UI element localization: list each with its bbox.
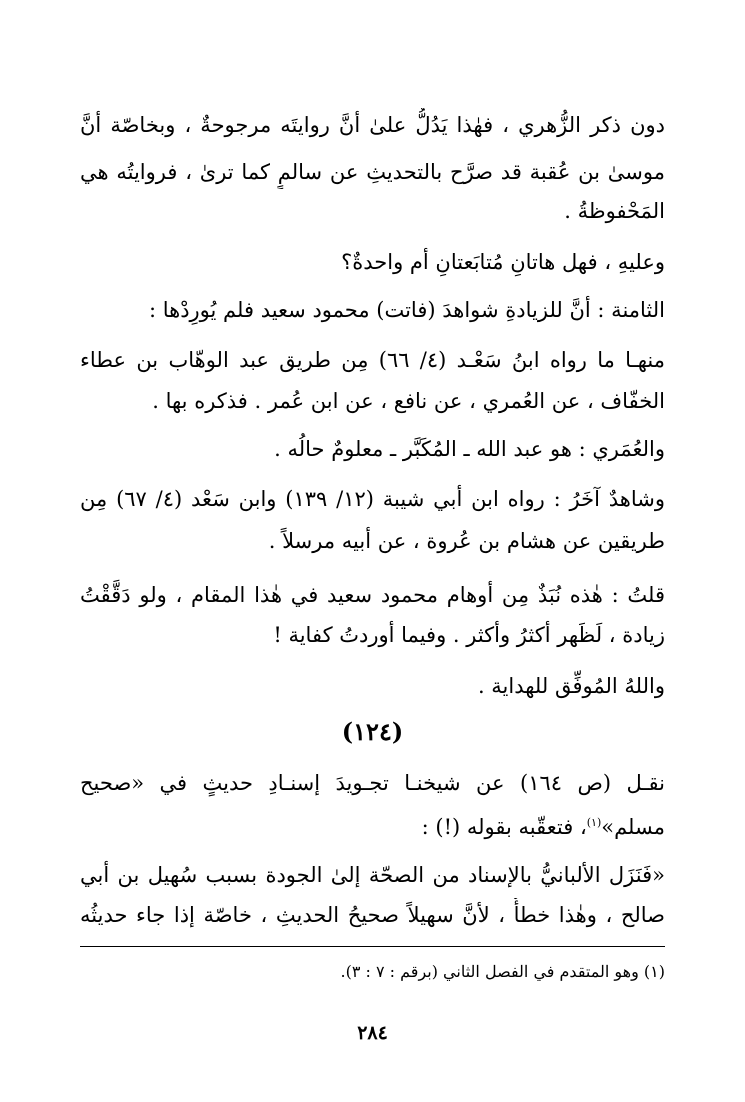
text-line xyxy=(80,806,665,844)
text-line: واللهُ المُوفِّق للهداية . xyxy=(477,674,665,698)
text-line: وشاهدٌ آخَرُ : رواه ابن أبي شيبة (١٢/ ١٣٩) وابن سَعْد (٤/ ٦٧) مِن xyxy=(80,487,665,511)
text-line: زيادة ، لَظَهر أكثرُ وأكثر . وفيما أوردتُ كفاية ! xyxy=(273,623,665,647)
footnote-divider xyxy=(80,946,665,947)
text-fragment: ، فتعقّبه بقوله (!) : xyxy=(421,815,587,839)
text-fragment: مسلم» xyxy=(601,815,665,839)
text-line: نقـل (ص ١٦٤) عن شيخنـا تجـويدَ إسنـادِ حديثٍ في «صحيح xyxy=(80,771,665,795)
page-number: ٢٨٤ xyxy=(357,1022,388,1044)
text-line: موسىٰ بن عُقبة قد صرَّح بالتحديثِ عن سالمٍ كما ترىٰ ، فروايتُه هي xyxy=(80,160,665,184)
text-line: وعليهِ ، فهل هاتانِ مُتابَعتانِ أم واحدةٌ؟ xyxy=(341,250,665,274)
text-line: الثامنة : أنَّ للزيادةِ شواهدَ (فاتت) محمود سعيد فلم يُورِدْها : xyxy=(148,298,665,322)
footnote: (١) وهو المتقدم في الفصل الثاني (برقم : ٧ : ٣). xyxy=(340,962,665,981)
text-line: المَحْفوظةُ . xyxy=(564,199,665,223)
text-line: صالح ، وهٰذا خطأٌ ، لأنَّ سهيلاً صحيحُ الحديثِ ، خاصّة إذا جاء حديثُه xyxy=(80,903,665,927)
text-line: منهـا ما رواه ابنُ سَعْـد (٤/ ٦٦) مِن طريق عبد الوهّاب بن عطاء xyxy=(80,348,665,372)
section-heading: (١٢٤) xyxy=(341,717,404,746)
footnote-marker: (١) xyxy=(586,816,602,829)
text-line: قلتُ : هٰذه نُبَذٌ مِن أوهام محمود سعيد في هٰذا المقام ، ولو دَقَّقْتُ xyxy=(80,583,665,607)
text-line: والعُمَري : هو عبد الله ـ المُكَبَّر ـ معلومٌ حالُه . xyxy=(274,437,665,461)
text-line: طريقين عن هشام بن عُروة ، عن أبيه مرسلاً . xyxy=(268,529,665,553)
text-line: دون ذكر الزُّهري ، فهٰذا يَدُلُّ علىٰ أنَّ روايتَه مرجوحةٌ ، وبخاصّة أنَّ xyxy=(80,113,665,137)
text-line: «فَنَزَل الألبانيُّ بالإسناد من الصحّة إلىٰ الجودة بسبب سُهيل بن أبي xyxy=(80,863,665,887)
text-line: الخفّاف ، عن العُمري ، عن نافع ، عن ابن عُمر . فذكره بها . xyxy=(152,389,665,413)
